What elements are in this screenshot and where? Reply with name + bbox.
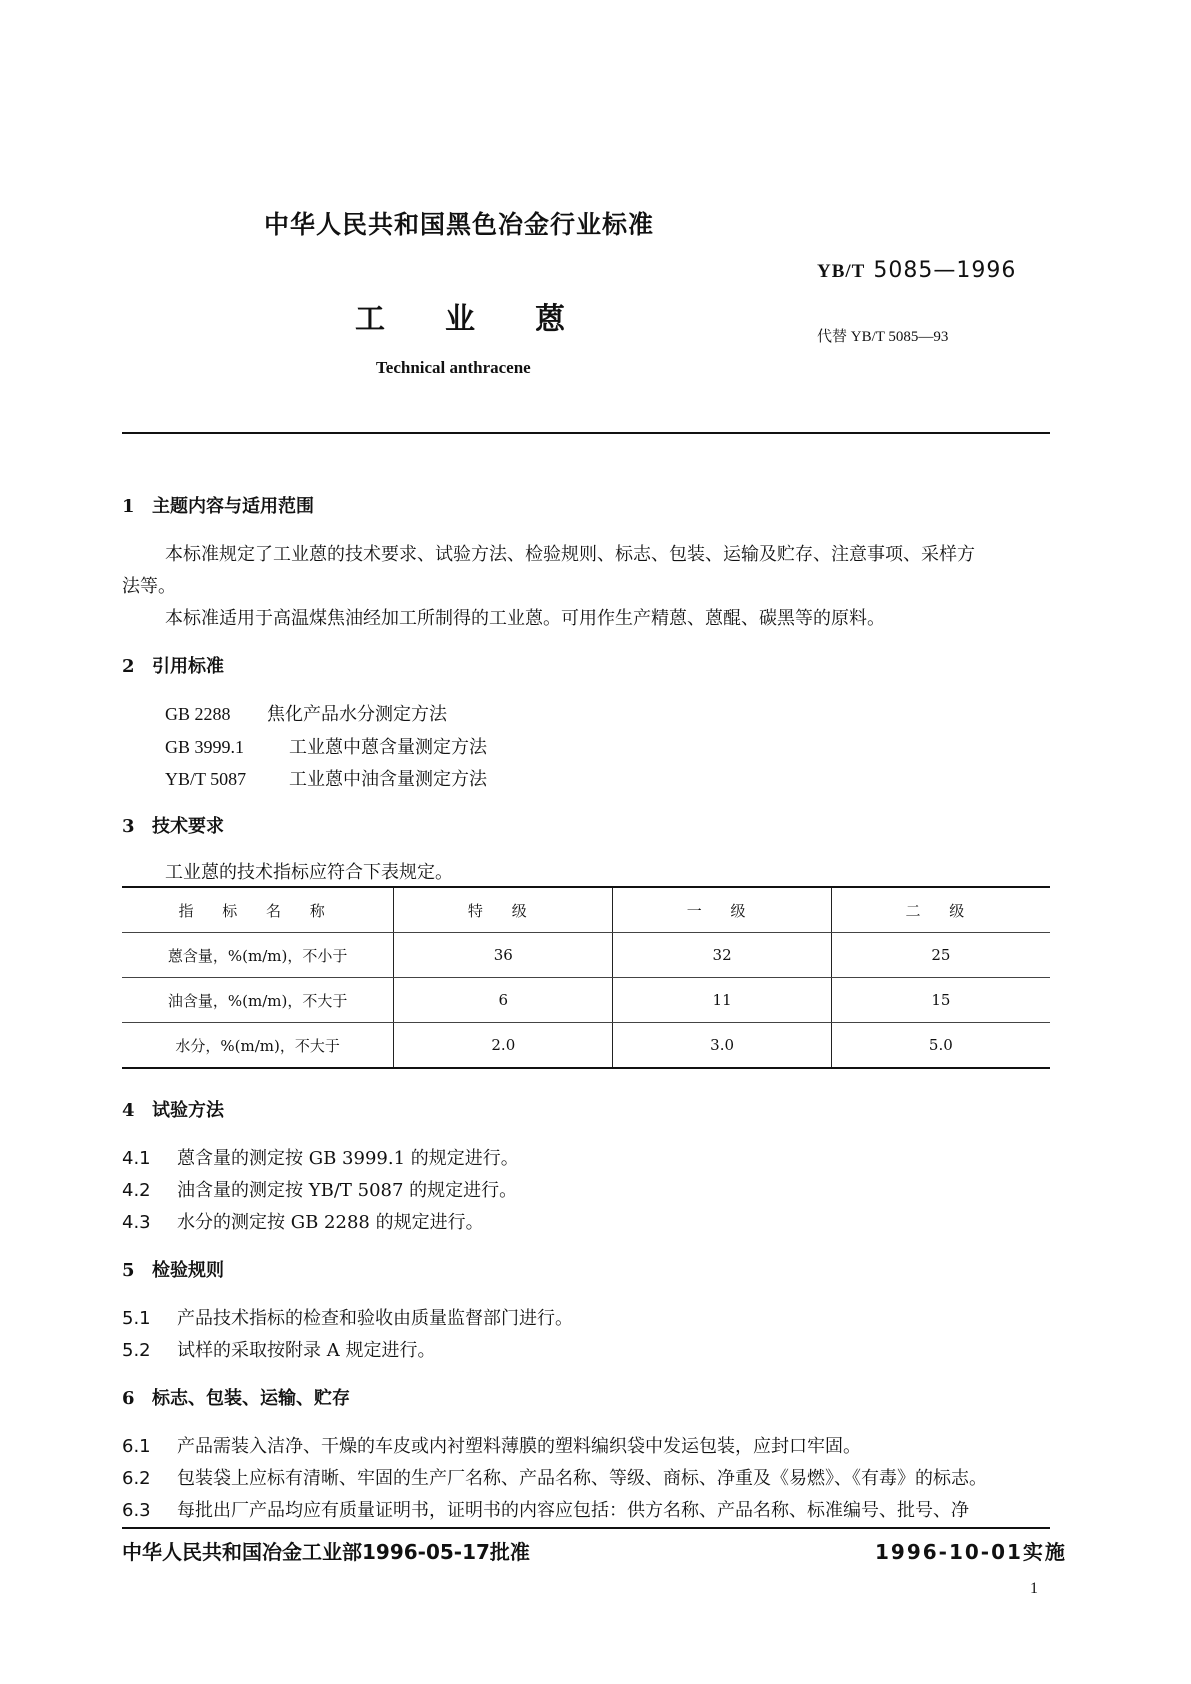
- clause-item: [122, 1144, 519, 1170]
- clause-number: 5.2: [122, 1340, 151, 1361]
- section-5-heading: [122, 1256, 224, 1282]
- org-header: 中华人民共和国黑色冶金行业标准: [264, 210, 655, 239]
- table-row: [122, 978, 1050, 1023]
- table-header-cell: 特 级: [394, 887, 613, 933]
- table-cell: 6: [394, 978, 613, 1023]
- section-number: 6: [122, 1388, 135, 1409]
- table-cell: 3.0: [613, 1023, 831, 1069]
- clause-item: [122, 1208, 484, 1234]
- table-cell: 蒽含量，%(m/m)，不小于: [122, 933, 394, 978]
- table-cell: 36: [394, 933, 613, 978]
- reference-code: YB/T 5087: [165, 769, 247, 789]
- standard-prefix: YB/T: [817, 261, 866, 282]
- clause-item: [122, 1432, 861, 1458]
- clause-number: 4.2: [122, 1180, 151, 1201]
- clause-item: [122, 1496, 969, 1522]
- table-cell: 25: [831, 933, 1050, 978]
- clause-item: [122, 1176, 517, 1202]
- standard-number: [817, 258, 1016, 283]
- table-header-row: [122, 887, 1050, 933]
- document-title: 工业蒽: [355, 302, 625, 337]
- clause-text: 水分的测定按 GB 2288 的规定进行。: [177, 1212, 484, 1233]
- clause-text: 产品技术指标的检查和验收由质量监督部门进行。: [177, 1308, 573, 1329]
- table-cell: 15: [831, 978, 1050, 1023]
- replaces-note: 代替 YB/T 5085—93: [817, 329, 949, 345]
- footer-rule: [122, 1527, 1050, 1529]
- table-cell: 2.0: [394, 1023, 613, 1069]
- effective-date: 1996-10-01实施: [875, 1540, 1067, 1564]
- section-title: 主题内容与适用范围: [152, 496, 314, 517]
- reference-code: GB 3999.1: [165, 737, 245, 757]
- section-title: 检验规则: [152, 1260, 224, 1281]
- clause-number: 6.2: [122, 1468, 151, 1489]
- clause-number: 6.1: [122, 1436, 151, 1457]
- section-title: 试验方法: [152, 1100, 224, 1121]
- reference-name: 工业蒽中蒽含量测定方法: [289, 737, 487, 758]
- section-1-para-1-cont: 法等。: [122, 576, 176, 597]
- reference-code: GB 2288: [165, 704, 231, 724]
- clause-text: 包装袋上应标有清晰、牢固的生产厂名称、产品名称、等级、商标、净重及《易燃》、《有毒》的标志。: [177, 1468, 987, 1489]
- section-1-para-2: 本标准适用于高温煤焦油经加工所制得的工业蒽。可用作生产精蒽、蒽醌、碳黑等的原料。: [165, 608, 885, 629]
- table-row: [122, 1023, 1050, 1069]
- reference-name: 工业蒽中油含量测定方法: [289, 769, 487, 790]
- table-header-cell: 一 级: [613, 887, 831, 933]
- section-number: 4: [122, 1100, 135, 1121]
- section-number: 1: [122, 496, 135, 517]
- clause-item: [122, 1304, 573, 1330]
- clause-text: 蒽含量的测定按 GB 3999.1 的规定进行。: [177, 1148, 519, 1169]
- clause-number: 5.1: [122, 1308, 151, 1329]
- table-cell: 32: [613, 933, 831, 978]
- header-rule: [122, 432, 1050, 434]
- section-1-para-1: 本标准规定了工业蒽的技术要求、试验方法、检验规则、标志、包装、运输及贮存、注意事项、采样方: [165, 544, 975, 565]
- table-row: [122, 933, 1050, 978]
- section-3-heading: [122, 812, 224, 838]
- table-cell: 油含量，%(m/m)，不大于: [122, 978, 394, 1023]
- table-cell: 11: [613, 978, 831, 1023]
- page-number: 1: [1030, 1580, 1038, 1597]
- spec-table: [122, 886, 1050, 1069]
- clause-text: 油含量的测定按 YB/T 5087 的规定进行。: [177, 1180, 518, 1201]
- table-header-cell: 二 级: [831, 887, 1050, 933]
- clause-item: [122, 1336, 435, 1362]
- section-4-heading: [122, 1096, 224, 1122]
- section-3-intro: 工业蒽的技术指标应符合下表规定。: [165, 862, 453, 883]
- table-cell: 水分，%(m/m)，不大于: [122, 1023, 394, 1069]
- document-title-english: Technical anthracene: [376, 358, 531, 377]
- clause-item: [122, 1464, 987, 1490]
- reference-item: [165, 700, 447, 726]
- clause-number: 4.3: [122, 1212, 151, 1233]
- clause-number: 4.1: [122, 1148, 151, 1169]
- clause-number: 6.3: [122, 1500, 151, 1521]
- reference-item: [165, 733, 487, 759]
- table-cell: 5.0: [831, 1023, 1050, 1069]
- clause-text: 每批出厂产品均应有质量证明书，证明书的内容应包括：供方名称、产品名称、标准编号、批号、净: [177, 1500, 969, 1521]
- section-number: 2: [122, 656, 135, 677]
- section-number: 5: [122, 1260, 135, 1281]
- section-1-heading: [122, 492, 314, 518]
- approval-line: 中华人民共和国冶金工业部1996-05-17批准: [122, 1540, 530, 1564]
- clause-text: 试样的采取按附录 A 规定进行。: [177, 1340, 436, 1361]
- clause-text: 产品需装入洁净、干燥的车皮或内衬塑料薄膜的塑料编织袋中发运包装，应封口牢固。: [177, 1436, 861, 1457]
- reference-item: [165, 765, 487, 791]
- section-title: 标志、包装、运输、贮存: [152, 1388, 350, 1409]
- standard-code: 5085—1996: [873, 258, 1017, 283]
- table-header-cell: 指 标 名 称: [122, 887, 394, 933]
- reference-name: 焦化产品水分测定方法: [267, 704, 447, 725]
- section-6-heading: [122, 1384, 350, 1410]
- section-number: 3: [122, 816, 135, 837]
- section-title: 引用标准: [152, 656, 224, 677]
- section-2-heading: [122, 652, 224, 678]
- section-title: 技术要求: [152, 816, 224, 837]
